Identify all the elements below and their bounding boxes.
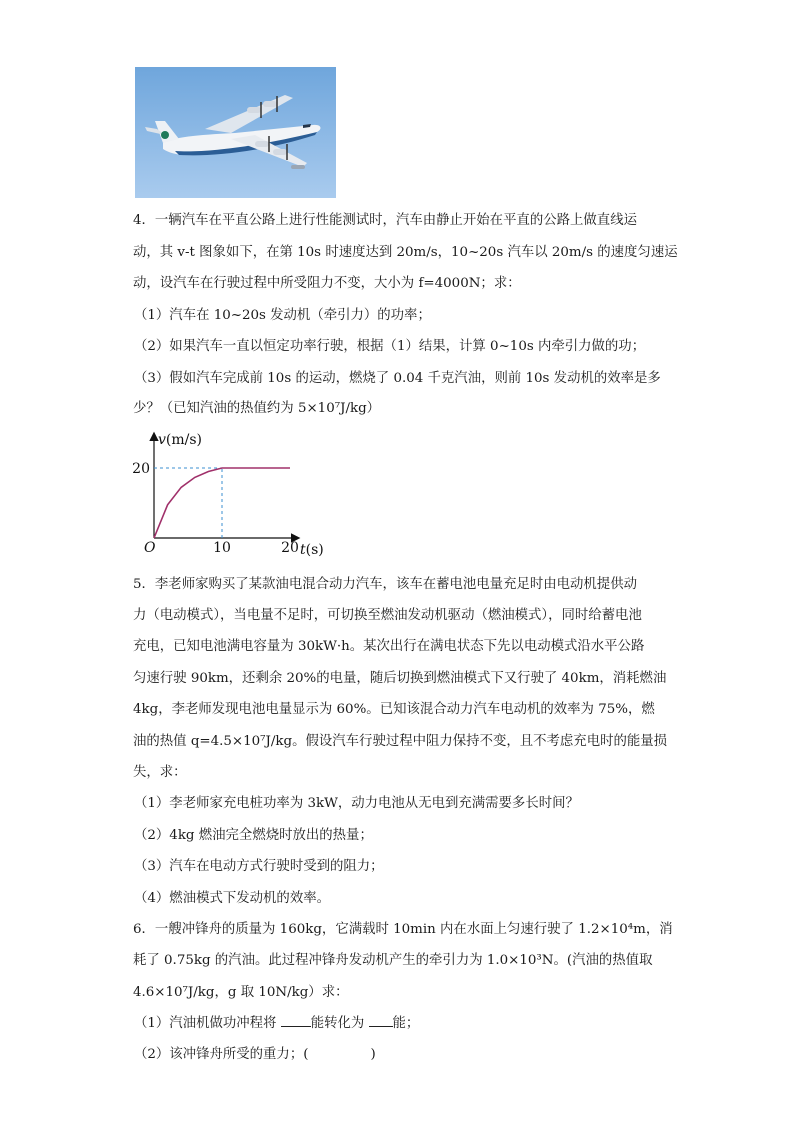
q4-part-1: （1）汽车在 10~20s 发动机（牵引力）的功率； [134,308,431,323]
aircraft-photo [135,67,336,198]
q4-text-line-2: 动，其 v-t 图象如下，在第 10s 时速度达到 20m/s，10~20s 汽车以 20m/s 的速度匀速运 [133,245,678,260]
q5-text-line-3: 充电，已知电池满电容量为 30kW·h。某次出行在满电状态下先以电动模式沿水平公路 [133,639,645,654]
answer-blank-2[interactable] [369,1014,393,1027]
q6-part-1-suffix: 能； [392,1016,420,1031]
q4-text-line-1: 4．一辆汽车在平直公路上进行性能测试时，汽车由静止开始在平直的公路上做直线运 [133,213,637,228]
q5-part-2: （2）4kg 燃油完全燃烧时放出的热量； [134,828,373,843]
q6-text-line-2: 耗了 0.75kg 的汽油。此过程冲锋舟发动机产生的牵引力为 1.0×10³N。(汽油的热值取 [133,953,653,968]
q5-text-line-2: 力（电动模式），当电量不足时，可切换至燃油发动机驱动（燃油模式），同时给蓄电池 [133,608,642,623]
q4-part-2: （2）如果汽车一直以恒定功率行驶，根据（1）结果，计算 0~10s 内牵引力做的功； [134,339,646,354]
y-axis-label: v(m/s) [158,432,203,448]
q5-part-1: （1）李老师家充电桩功率为 3kW，动力电池从无电到充满需要多长时间？ [134,796,579,811]
aircraft-illustration [135,67,336,198]
velocity-curve [154,468,290,538]
y-tick-label-20: 20 [132,461,150,477]
q6-part-2-prefix: （2）该冲锋舟所受的重力；( [134,1047,309,1062]
q5-text-line-5: 4kg，李老师发现电池电量显示为 60%。已知该混合动力汽车电动机的效率为 75%，燃 [133,702,655,717]
q5-text-line-6: 油的热值 q=4.5×10⁷J/kg。假设汽车行驶过程中阻力保持不变，且不考虑充电时的能量损 [133,734,668,749]
q6-part-1-prefix: （1）汽油机做功冲程将 [134,1016,281,1031]
q6-text-line-1: 6．一艘冲锋舟的质量为 160kg，它满载时 10min 内在水面上匀速行驶了 1.2×10⁴m，消 [133,922,673,937]
q4-text-line-3: 动，设汽车在行驶过程中所受阻力不变，大小为 f=4000N；求： [133,276,521,291]
origin-label: O [144,540,156,556]
answer-blank-1[interactable] [281,1014,311,1027]
q6-part-1 [134,1014,419,1034]
q5-part-4: （4）燃油模式下发动机的效率。 [134,891,330,906]
q4-part-3-line-2: 少？（已知汽油的热值约为 5×10⁷J/kg） [133,401,381,416]
q6-part-2 [134,1045,376,1065]
x-tick-label-20: 20 [281,540,299,556]
q5-text-line-7: 失，求： [133,765,187,780]
q5-text-line-4: 匀速行驶 90km，还剩余 20%的电量，随后切换到燃油模式下又行驶了 40km，消耗燃油 [133,671,667,686]
q5-part-3: （3）汽车在电动方式行驶时受到的阻力； [134,859,384,874]
q6-text-line-3: 4.6×10⁷J/kg，g 取 10N/kg）求： [133,985,349,1000]
vt-chart [128,428,328,562]
x-tick-label-10: 10 [213,540,231,556]
q6-part-2-suffix: ) [370,1047,376,1062]
x-axis-label: t(s) [300,542,324,558]
q6-part-1-middle: 能转化为 [310,1016,369,1031]
q4-part-3-line-1: （3）假如汽车完成前 10s 的运动，燃烧了 0.04 千克汽油，则前 10s 发动机的效率是多 [134,371,661,386]
q5-text-line-1: 5．李老师家购买了某款油电混合动力汽车，该车在蓄电池电量充足时由电动机提供动 [133,577,637,592]
